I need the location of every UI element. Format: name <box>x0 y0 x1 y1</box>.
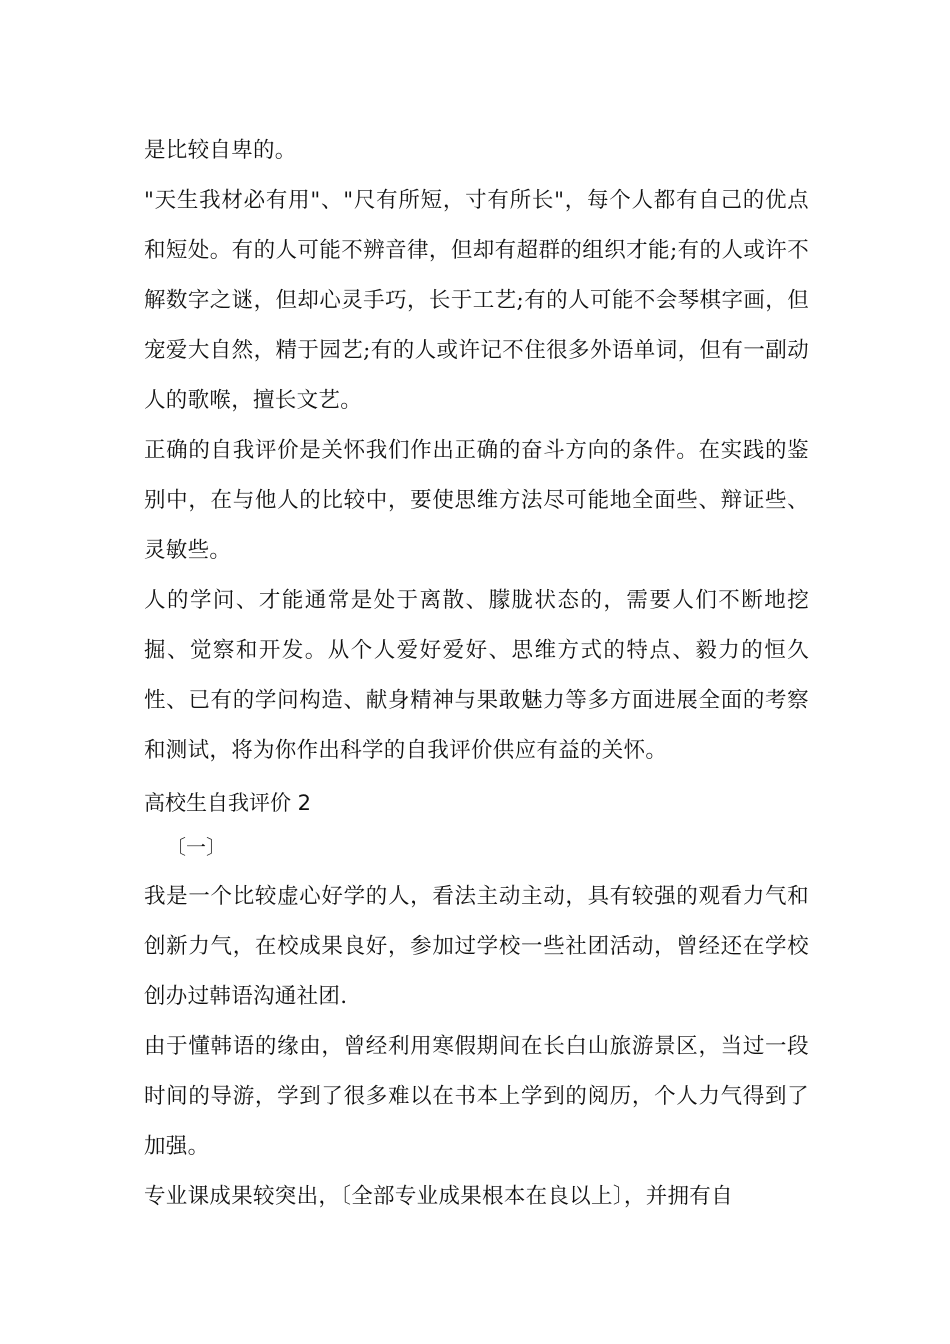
paragraph-correct-evaluation: 正确的自我评价是关怀我们作出正确的奋斗方向的条件。在实践的鉴别中，在与他人的比较中，要使思维方法尽可能地全面些、辩证些、灵敏些。 <box>144 438 809 564</box>
paragraph-knowledge-ability: 人的学问、才能通常是处于离散、朦胧状态的，需要人们不断地挖掘、觉察和开发。从个人爱好爱好、思维方式的特点、毅力的恒久性、已有的学问构造、献身精神与果敢魅力等多方面进展全面的考察和测试，将为你作出科学的自我评价供应有益的关怀。 <box>144 588 809 764</box>
paragraph-self-intro: 我是一个比较虚心好学的人，看法主动主动，具有较强的观看力气和创新力气，在校成果良好，参加过学校一些社团活动，曾经还在学校创办过韩语沟通社团. <box>144 884 809 1010</box>
subsection-number: 〔一〕 <box>166 835 226 859</box>
paragraph-grades: 专业课成果较突出，〔全部专业成果根本在良以上〕，并拥有自 <box>144 1184 733 1209</box>
paragraph-continuation: 是比较自卑的。 <box>144 138 297 163</box>
section-heading: 高校生自我评价 2 <box>144 791 312 815</box>
paragraph-talents: "天生我材必有用"、"尺有所短，寸有所长"，每个人都有自己的优点和短处。有的人可能不辨音律，但却有超群的组织才能;有的人或许不解数字之谜，但却心灵手巧，长于工艺;有的人可能不会琴棋字画，但宠爱大自然，精于园艺;有的人或许记不住很多外语单词，但有一副动人的歌喉，擅长文艺。 <box>144 188 809 414</box>
paragraph-tour-guide: 由于懂韩语的缘由，曾经利用寒假期间在长白山旅游景区，当过一段时间的导游，学到了很多难以在书本上学到的阅历，个人力气得到了加强。 <box>144 1034 809 1160</box>
